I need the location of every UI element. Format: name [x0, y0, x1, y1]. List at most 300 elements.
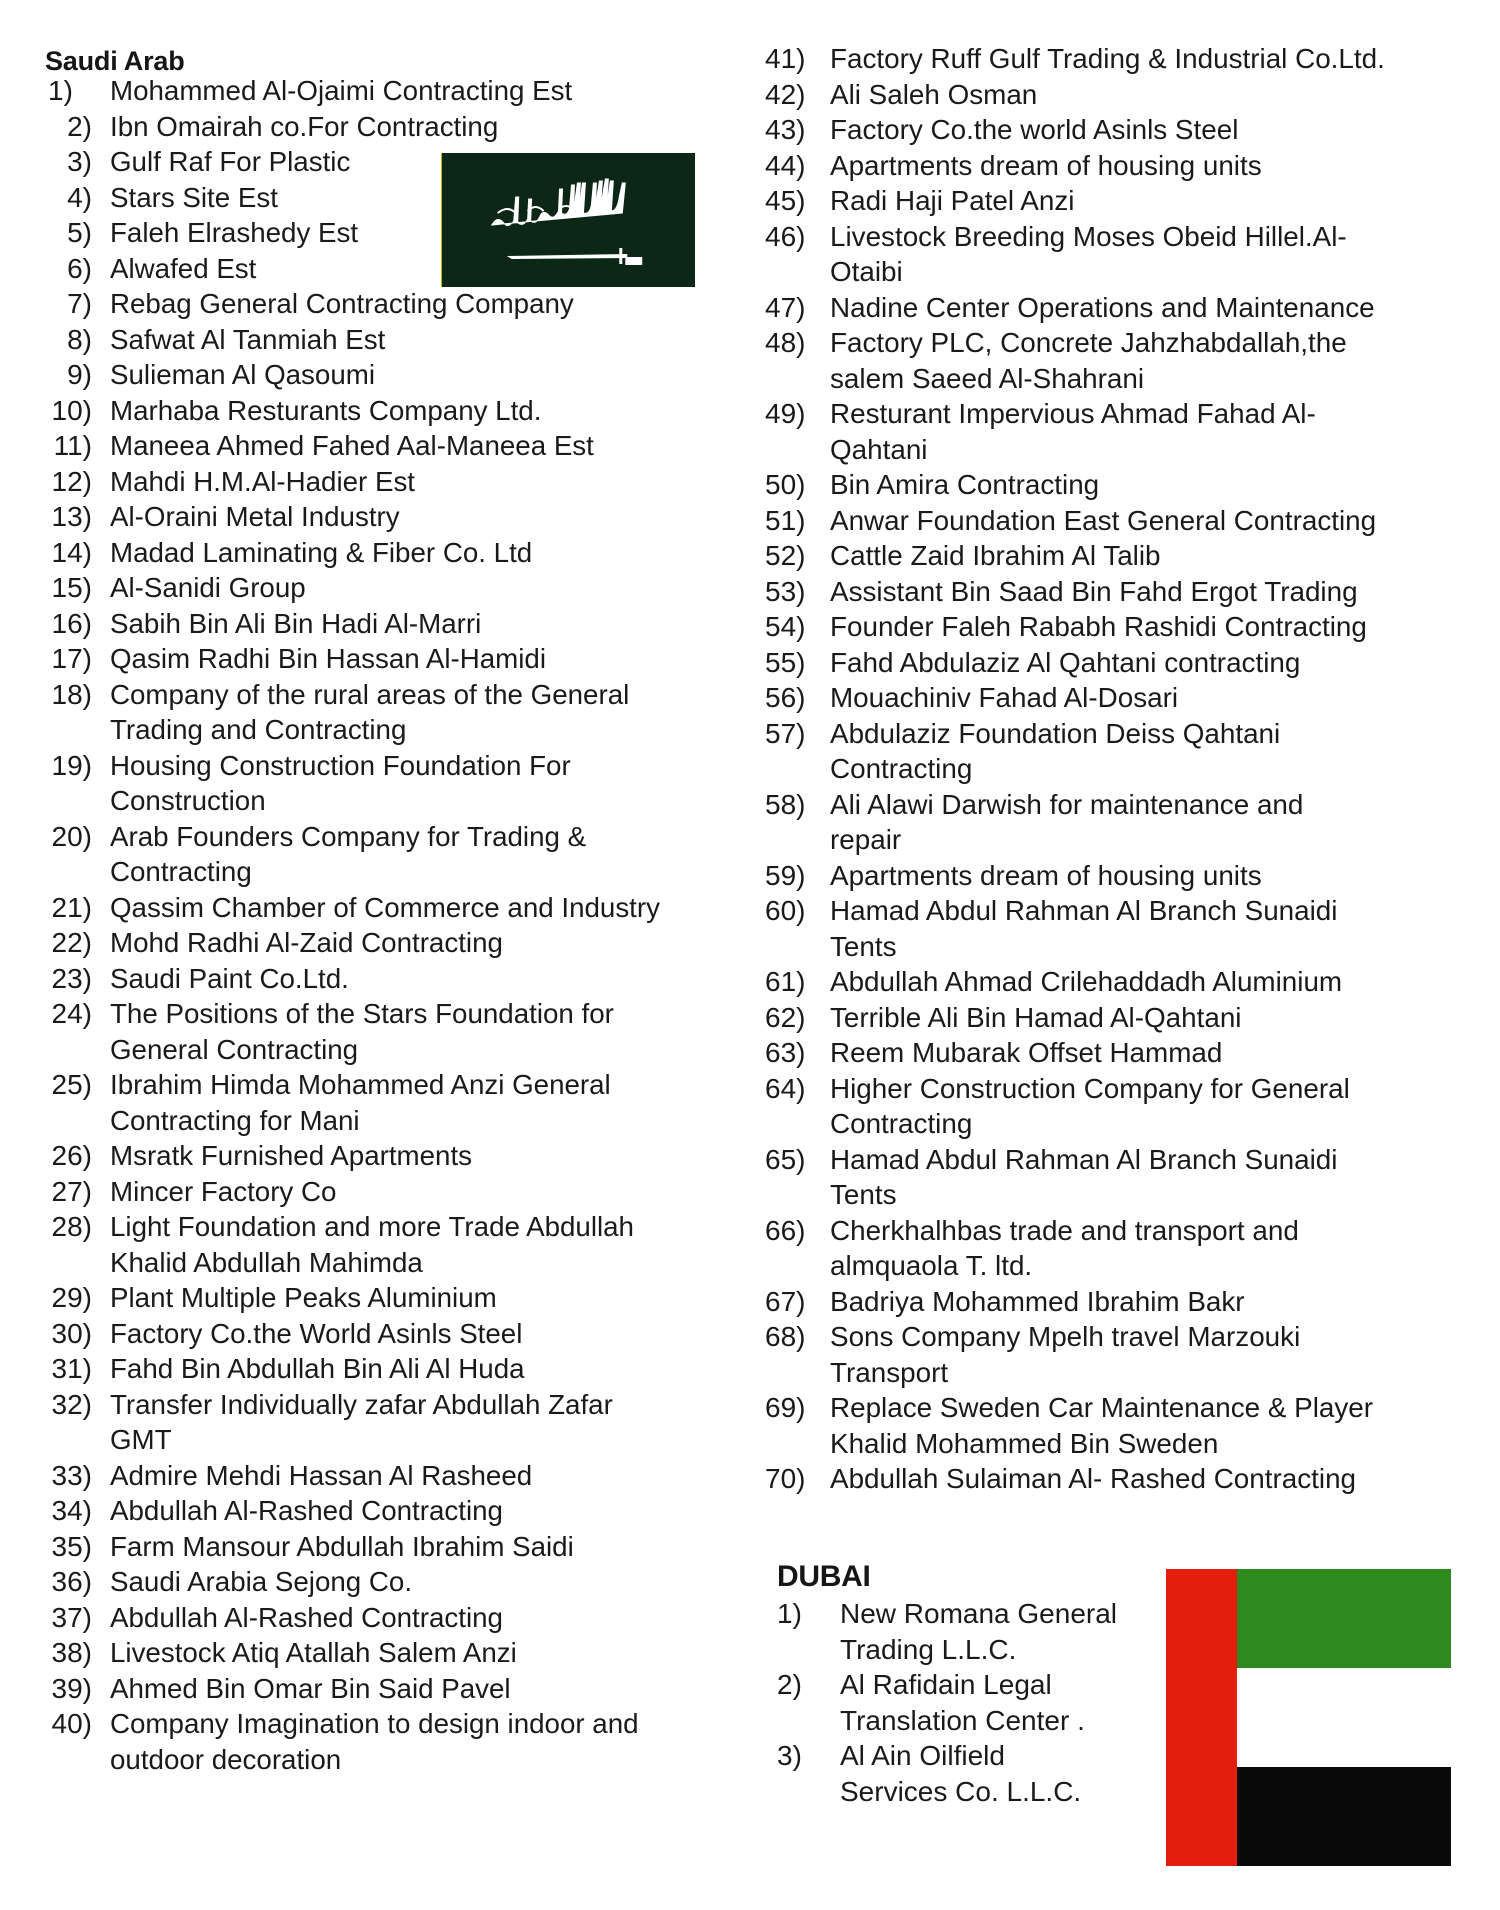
company-name — [830, 1390, 1466, 1461]
company-list-item — [36, 322, 736, 358]
company-list-item — [768, 1596, 1158, 1667]
company-name — [110, 322, 736, 358]
company-name-line: Factory Co.the world Asinls Steel — [830, 114, 1239, 145]
company-name-line: Saudi Arabia Sejong Co. — [110, 1566, 413, 1597]
company-list-item — [756, 77, 1466, 113]
company-name — [830, 1319, 1466, 1390]
company-list-item — [756, 183, 1466, 219]
company-name-line: Qahtani — [830, 433, 928, 465]
company-name — [830, 112, 1466, 148]
company-name-line: Replace Sweden Car Maintenance & Player — [830, 1392, 1374, 1423]
company-name — [110, 925, 736, 961]
company-list-item — [36, 357, 736, 393]
item-number: 2) — [67, 110, 92, 142]
company-name-line: Livestock Breeding Moses Obeid Hillel.Al- — [830, 220, 1347, 252]
company-name-line: Light Foundation and more Trade Abdullah — [110, 1211, 634, 1242]
company-name — [830, 645, 1466, 681]
item-number: 47) — [765, 291, 806, 323]
item-number: 30) — [51, 1317, 92, 1349]
company-name — [830, 609, 1466, 645]
company-name — [110, 1493, 736, 1529]
company-list-item — [756, 1071, 1466, 1142]
company-name-line: Ibrahim Himda Mohammed Anzi General — [110, 1069, 611, 1100]
company-name — [110, 393, 736, 429]
company-list-item — [756, 112, 1466, 148]
company-name-line: Anwar Foundation East General Contracting — [830, 504, 1377, 536]
company-list-item — [756, 1142, 1466, 1213]
company-name — [830, 680, 1466, 716]
item-number: 10) — [51, 394, 92, 426]
company-name — [830, 396, 1466, 467]
item-number: 35) — [51, 1530, 92, 1562]
item-number: 69) — [765, 1392, 806, 1423]
company-name — [830, 183, 1466, 219]
company-name — [830, 290, 1466, 326]
company-name — [110, 641, 736, 677]
item-number: 70) — [765, 1463, 806, 1494]
company-name — [110, 464, 736, 500]
company-name-line: Factory Ruff Gulf Trading & Industrial Co.Ltd. — [830, 43, 1385, 74]
company-list-item — [36, 819, 736, 890]
company-list-item — [756, 1390, 1466, 1461]
section-heading-saudi-arab: Saudi Arab — [45, 46, 185, 76]
company-list-item — [36, 1351, 736, 1387]
company-name-line: Sabih Bin Ali Bin Hadi Al-Marri — [110, 607, 482, 639]
item-number: 50) — [765, 469, 806, 500]
company-name-line: The Positions of the Stars Foundation for — [110, 998, 614, 1029]
company-name-line: Gulf Raf For Plastic — [110, 146, 351, 177]
company-name-line: salem Saeed Al-Shahrani — [830, 362, 1145, 394]
company-list-item — [36, 73, 736, 109]
company-list-item — [756, 645, 1466, 681]
company-name-line: Cherkhalhbas trade and transport and — [830, 1214, 1299, 1246]
company-list-item — [36, 1600, 736, 1636]
company-name-line: Saudi Paint Co.Ltd. — [110, 962, 349, 994]
item-number: 59) — [765, 859, 806, 891]
company-name-line: Resturant Impervious Ahmad Fahad Al- — [830, 398, 1316, 429]
company-list-item — [36, 1067, 736, 1138]
item-number: 46) — [765, 220, 806, 252]
saudi-company-list-right — [756, 41, 1466, 1497]
company-name — [830, 1035, 1466, 1071]
item-number: 51) — [765, 504, 806, 536]
company-list-item — [36, 677, 736, 748]
company-name-line: Maneea Ahmed Fahed Aal-Maneea Est — [110, 430, 594, 461]
company-name-line: Abdullah Al-Rashed Contracting — [110, 1495, 503, 1526]
company-list-item — [756, 858, 1466, 894]
company-name-line: Stars Site Est — [110, 181, 278, 213]
item-number: 44) — [765, 149, 806, 181]
company-name-line: Services Co. L.L.C. — [840, 1775, 1082, 1807]
company-name-line: Company of the rural areas of the General — [110, 678, 630, 710]
company-name — [830, 1071, 1466, 1142]
company-name — [110, 996, 736, 1067]
company-name-line: Rebag General Contracting Company — [110, 288, 574, 319]
item-number: 56) — [765, 682, 806, 713]
company-name-line: Khalid Mohammed Bin Sweden — [830, 1427, 1219, 1459]
company-name-line: Khalid Abdullah Mahimda — [110, 1246, 423, 1278]
company-list-item — [36, 641, 736, 677]
item-number: 23) — [51, 962, 92, 994]
company-name-line: Mincer Factory Co — [110, 1175, 337, 1207]
item-number: 33) — [51, 1459, 92, 1491]
company-list-item — [756, 1000, 1466, 1036]
company-name-line: Apartments dream of housing units — [830, 859, 1262, 891]
item-number: 3) — [67, 146, 92, 177]
item-number: 3) — [777, 1740, 802, 1771]
company-name — [830, 716, 1466, 787]
company-list-item — [768, 1667, 1158, 1738]
company-name-line: Abdullah Ahmad Crilehaddadh Aluminium — [830, 966, 1343, 997]
company-name — [110, 890, 736, 926]
company-name — [830, 893, 1466, 964]
company-name-line: Construction — [110, 785, 266, 816]
company-name-line: Nadine Center Operations and Maintenance — [830, 291, 1375, 323]
company-list-item — [36, 1138, 736, 1174]
item-number: 52) — [765, 540, 806, 571]
company-list-item — [756, 1284, 1466, 1320]
company-name-line: Mohammed Al-Ojaimi Contracting Est — [110, 75, 573, 106]
uae-flag-green-stripe — [1237, 1569, 1451, 1668]
company-name — [840, 1667, 1158, 1738]
sword-icon — [507, 248, 642, 265]
item-number: 13) — [51, 501, 92, 532]
company-list-item — [756, 396, 1466, 467]
company-list-item — [36, 1316, 736, 1352]
item-number: 14) — [51, 536, 92, 568]
company-name-line: Factory Co.the World Asinls Steel — [110, 1317, 523, 1349]
company-name-line: Fahd Abdulaziz Al Qahtani contracting — [830, 646, 1301, 678]
company-list-item — [756, 1213, 1466, 1284]
company-name-line: Tents — [830, 930, 897, 962]
company-name-line: Mohd Radhi Al-Zaid Contracting — [110, 927, 503, 958]
item-number: 68) — [765, 1321, 806, 1352]
company-name — [110, 1635, 736, 1671]
company-name-line: Qasim Radhi Bin Hassan Al-Hamidi — [110, 643, 546, 674]
item-number: 6) — [67, 252, 92, 284]
company-list-item — [756, 467, 1466, 503]
item-number: 18) — [51, 678, 92, 710]
company-list-item — [36, 1493, 736, 1529]
item-number: 49) — [765, 398, 806, 429]
company-list-item — [36, 606, 736, 642]
item-number: 32) — [51, 1388, 92, 1420]
company-list-item — [36, 1671, 736, 1707]
company-list-item — [768, 1738, 1158, 1809]
company-name — [110, 819, 736, 890]
item-number: 12) — [51, 465, 92, 497]
company-name-line: Safwat Al Tanmiah Est — [110, 323, 386, 355]
company-name — [110, 428, 736, 464]
company-name — [830, 538, 1466, 574]
company-name — [110, 570, 736, 606]
company-name-line: Plant Multiple Peaks Aluminium — [110, 1282, 497, 1313]
company-name-line: Tents — [830, 1179, 897, 1210]
company-name — [110, 1280, 736, 1316]
company-name — [110, 1138, 736, 1174]
company-name-line: almquaola T. ltd. — [830, 1250, 1033, 1281]
company-name-line: Radi Haji Patel Anzi — [830, 185, 1075, 216]
company-name-line: Mouachiniv Fahad Al-Dosari — [830, 682, 1179, 713]
item-number: 24) — [51, 998, 92, 1029]
company-name — [110, 1316, 736, 1352]
item-number: 37) — [51, 1601, 92, 1633]
item-number: 60) — [765, 895, 806, 926]
company-list-item — [756, 680, 1466, 716]
item-number: 54) — [765, 611, 806, 642]
item-number: 5) — [67, 217, 92, 248]
item-number: 8) — [67, 323, 92, 355]
company-name-line: Transfer Individually zafar Abdullah Zafar — [110, 1388, 613, 1420]
saudi-arabia-flag-icon — [441, 153, 695, 287]
company-name — [830, 467, 1466, 503]
company-list-item — [36, 890, 736, 926]
company-list-item — [36, 1280, 736, 1316]
company-name — [110, 73, 736, 109]
company-name-line: Reem Mubarak Offset Hammad — [830, 1037, 1223, 1068]
company-name-line: Madad Laminating & Fiber Co. Ltd — [110, 536, 533, 568]
item-number: 61) — [765, 966, 806, 997]
company-name-line: Qassim Chamber of Commerce and Industry — [110, 891, 660, 923]
item-number: 36) — [51, 1566, 92, 1597]
company-name-line: Mahdi H.M.Al-Hadier Est — [110, 465, 416, 497]
company-name-line: Contracting — [110, 856, 252, 887]
company-list-item — [756, 716, 1466, 787]
company-list-item — [36, 499, 736, 535]
company-name-line: Al Rafidain Legal — [840, 1669, 1052, 1700]
item-number: 62) — [765, 1001, 806, 1033]
company-name — [110, 1529, 736, 1565]
company-name — [830, 964, 1466, 1000]
item-number: 38) — [51, 1637, 92, 1668]
company-name-line: Hamad Abdul Rahman Al Branch Sunaidi — [830, 895, 1338, 926]
company-name-line: Translation Center . — [840, 1704, 1085, 1736]
item-number: 19) — [51, 749, 92, 781]
item-number: 43) — [765, 114, 806, 145]
company-name — [110, 677, 736, 748]
company-name-line: Al-Sanidi Group — [110, 572, 306, 603]
company-list-item — [756, 538, 1466, 574]
company-name-line: Contracting for Mani — [110, 1104, 360, 1136]
company-list-item — [756, 609, 1466, 645]
company-name — [830, 1213, 1466, 1284]
company-name-line: Badriya Mohammed Ibrahim Bakr — [830, 1285, 1245, 1317]
company-name — [110, 1174, 736, 1210]
saudi-flag-emblem — [442, 153, 695, 287]
company-list-item — [756, 503, 1466, 539]
item-number: 25) — [51, 1069, 92, 1100]
item-number: 27) — [51, 1175, 92, 1207]
item-number: 64) — [765, 1072, 806, 1104]
company-name-line: Faleh Elrashedy Est — [110, 217, 359, 248]
item-number: 15) — [51, 572, 92, 603]
company-name-line: Apartments dream of housing units — [830, 149, 1262, 181]
uae-flag-black-stripe — [1237, 1767, 1451, 1866]
company-list-item — [36, 748, 736, 819]
item-number: 17) — [51, 643, 92, 674]
company-list-item — [756, 787, 1466, 858]
item-number: 21) — [51, 891, 92, 923]
company-name — [830, 325, 1466, 396]
company-name-line: Farm Mansour Abdullah Ibrahim Saidi — [110, 1530, 574, 1562]
item-number: 26) — [51, 1140, 92, 1171]
company-name — [830, 1142, 1466, 1213]
company-name-line: Ibn Omairah co.For Contracting — [110, 110, 499, 142]
company-name-line: Bin Amira Contracting — [830, 469, 1100, 500]
company-name — [110, 286, 736, 322]
item-number: 42) — [765, 78, 806, 110]
company-name-line: Otaibi — [830, 256, 903, 287]
company-name — [830, 1461, 1466, 1497]
company-list-item — [36, 1458, 736, 1494]
company-list-item — [36, 570, 736, 606]
company-name-line: General Contracting — [110, 1033, 359, 1065]
company-name — [110, 1209, 736, 1280]
company-name-line: GMT — [110, 1424, 172, 1455]
company-list-item — [36, 1387, 736, 1458]
company-name — [110, 535, 736, 571]
company-list-item — [756, 893, 1466, 964]
company-name — [110, 1351, 736, 1387]
item-number: 45) — [765, 185, 806, 216]
uae-flag-red-band — [1166, 1569, 1237, 1866]
item-number: 16) — [51, 607, 92, 639]
company-name-line: Arab Founders Company for Trading & — [110, 820, 587, 852]
company-name — [830, 1000, 1466, 1036]
company-name — [840, 1596, 1158, 1667]
company-name — [110, 1706, 736, 1777]
company-list-item — [36, 1529, 736, 1565]
item-number: 11) — [53, 430, 92, 461]
company-name — [830, 503, 1466, 539]
company-name-line: Msratk Furnished Apartments — [110, 1140, 473, 1171]
company-name — [830, 858, 1466, 894]
company-name-line: Housing Construction Foundation For — [110, 749, 571, 781]
company-name-line: Transport — [830, 1356, 949, 1388]
company-list-item — [36, 1209, 736, 1280]
company-list-item — [756, 1461, 1466, 1497]
company-list-item — [36, 996, 736, 1067]
saudi-company-list-left — [36, 73, 736, 1777]
company-name — [110, 748, 736, 819]
item-number: 22) — [51, 927, 92, 958]
company-list-item — [36, 109, 736, 145]
company-name — [830, 787, 1466, 858]
company-list-item — [36, 1635, 736, 1671]
item-number: 4) — [67, 181, 92, 213]
company-name — [830, 219, 1466, 290]
company-list-item — [756, 1035, 1466, 1071]
uae-flag-white-stripe — [1237, 1668, 1451, 1767]
company-name — [110, 499, 736, 535]
company-name — [830, 41, 1466, 77]
company-list-item — [36, 428, 736, 464]
section-heading-dubai: DUBAI — [777, 1560, 871, 1593]
company-name — [110, 606, 736, 642]
item-number: 63) — [765, 1037, 806, 1068]
item-number: 9) — [67, 359, 92, 390]
company-name-line: Al Ain Oilfield — [840, 1740, 1005, 1771]
item-number: 53) — [765, 575, 806, 607]
company-list-item — [36, 1706, 736, 1777]
item-number: 28) — [51, 1211, 92, 1242]
company-list-item — [756, 964, 1466, 1000]
item-number: 2) — [777, 1669, 802, 1700]
item-number: 66) — [765, 1214, 806, 1246]
company-name-line: Factory PLC, Concrete Jahzhabdallah,the — [830, 327, 1347, 358]
company-name — [830, 574, 1466, 610]
company-name-line: Sons Company Mpelh travel Marzouki — [830, 1321, 1301, 1352]
item-number: 34) — [51, 1495, 92, 1526]
item-number: 58) — [765, 788, 806, 820]
company-list-item — [36, 286, 736, 322]
company-name-line: Company Imagination to design indoor and — [110, 1708, 639, 1739]
company-list-item — [36, 1174, 736, 1210]
company-list-item — [756, 1319, 1466, 1390]
company-list-item — [756, 41, 1466, 77]
company-name — [110, 1671, 736, 1707]
item-number: 31) — [51, 1353, 92, 1384]
item-number: 7) — [67, 288, 92, 319]
company-name-line: Livestock Atiq Atallah Salem Anzi — [110, 1637, 517, 1668]
company-name-line: Assistant Bin Saad Bin Fahd Ergot Trading — [830, 575, 1358, 607]
item-number: 20) — [51, 820, 92, 852]
company-name-line: New Romana General — [840, 1598, 1118, 1629]
company-name-line: Trading and Contracting — [110, 714, 407, 745]
company-name — [110, 109, 736, 145]
company-name-line: outdoor decoration — [110, 1743, 342, 1775]
item-number: 65) — [765, 1143, 806, 1175]
company-name-line: Ali Alawi Darwish for maintenance and — [830, 788, 1304, 820]
company-name-line: Abdullah Al-Rashed Contracting — [110, 1601, 503, 1633]
company-name-line: Cattle Zaid Ibrahim Al Talib — [830, 540, 1161, 571]
company-list-item — [36, 925, 736, 961]
company-name-line: Admire Mehdi Hassan Al Rasheed — [110, 1459, 533, 1491]
item-number: 29) — [51, 1282, 92, 1313]
company-name-line: Contracting — [830, 753, 973, 784]
company-name-line: Hamad Abdul Rahman Al Branch Sunaidi — [830, 1143, 1338, 1175]
item-number: 1) — [777, 1598, 802, 1629]
item-number: 48) — [765, 327, 806, 358]
company-name — [830, 148, 1466, 184]
company-name-line: Abdulaziz Foundation Deiss Qahtani — [830, 717, 1281, 749]
company-name-line: Al-Oraini Metal Industry — [110, 501, 400, 532]
company-name-line: Trading L.L.C. — [840, 1633, 1017, 1665]
item-number: 57) — [765, 717, 806, 749]
item-number: 40) — [51, 1708, 92, 1739]
company-name-line: Abdullah Sulaiman Al- Rashed Contracting — [830, 1463, 1357, 1494]
shahada-calligraphy-icon — [492, 179, 625, 226]
item-number: 55) — [765, 646, 806, 678]
company-name — [840, 1738, 1158, 1809]
company-name — [110, 1387, 736, 1458]
company-name-line: Ahmed Bin Omar Bin Said Pavel — [110, 1672, 511, 1704]
item-number: 41) — [765, 43, 806, 74]
company-name-line: Sulieman Al Qasoumi — [110, 359, 376, 390]
company-name-line: Founder Faleh Rababh Rashidi Contracting — [830, 611, 1367, 642]
company-name-line: repair — [830, 824, 902, 855]
company-name — [110, 1564, 736, 1600]
company-list-item — [36, 393, 736, 429]
company-list-item — [36, 464, 736, 500]
company-name — [110, 1067, 736, 1138]
company-name-line: Alwafed Est — [110, 252, 257, 284]
item-number: 67) — [765, 1285, 806, 1317]
company-list-item — [36, 961, 736, 997]
company-name — [110, 961, 736, 997]
company-list-item — [756, 325, 1466, 396]
company-name — [110, 1458, 736, 1494]
